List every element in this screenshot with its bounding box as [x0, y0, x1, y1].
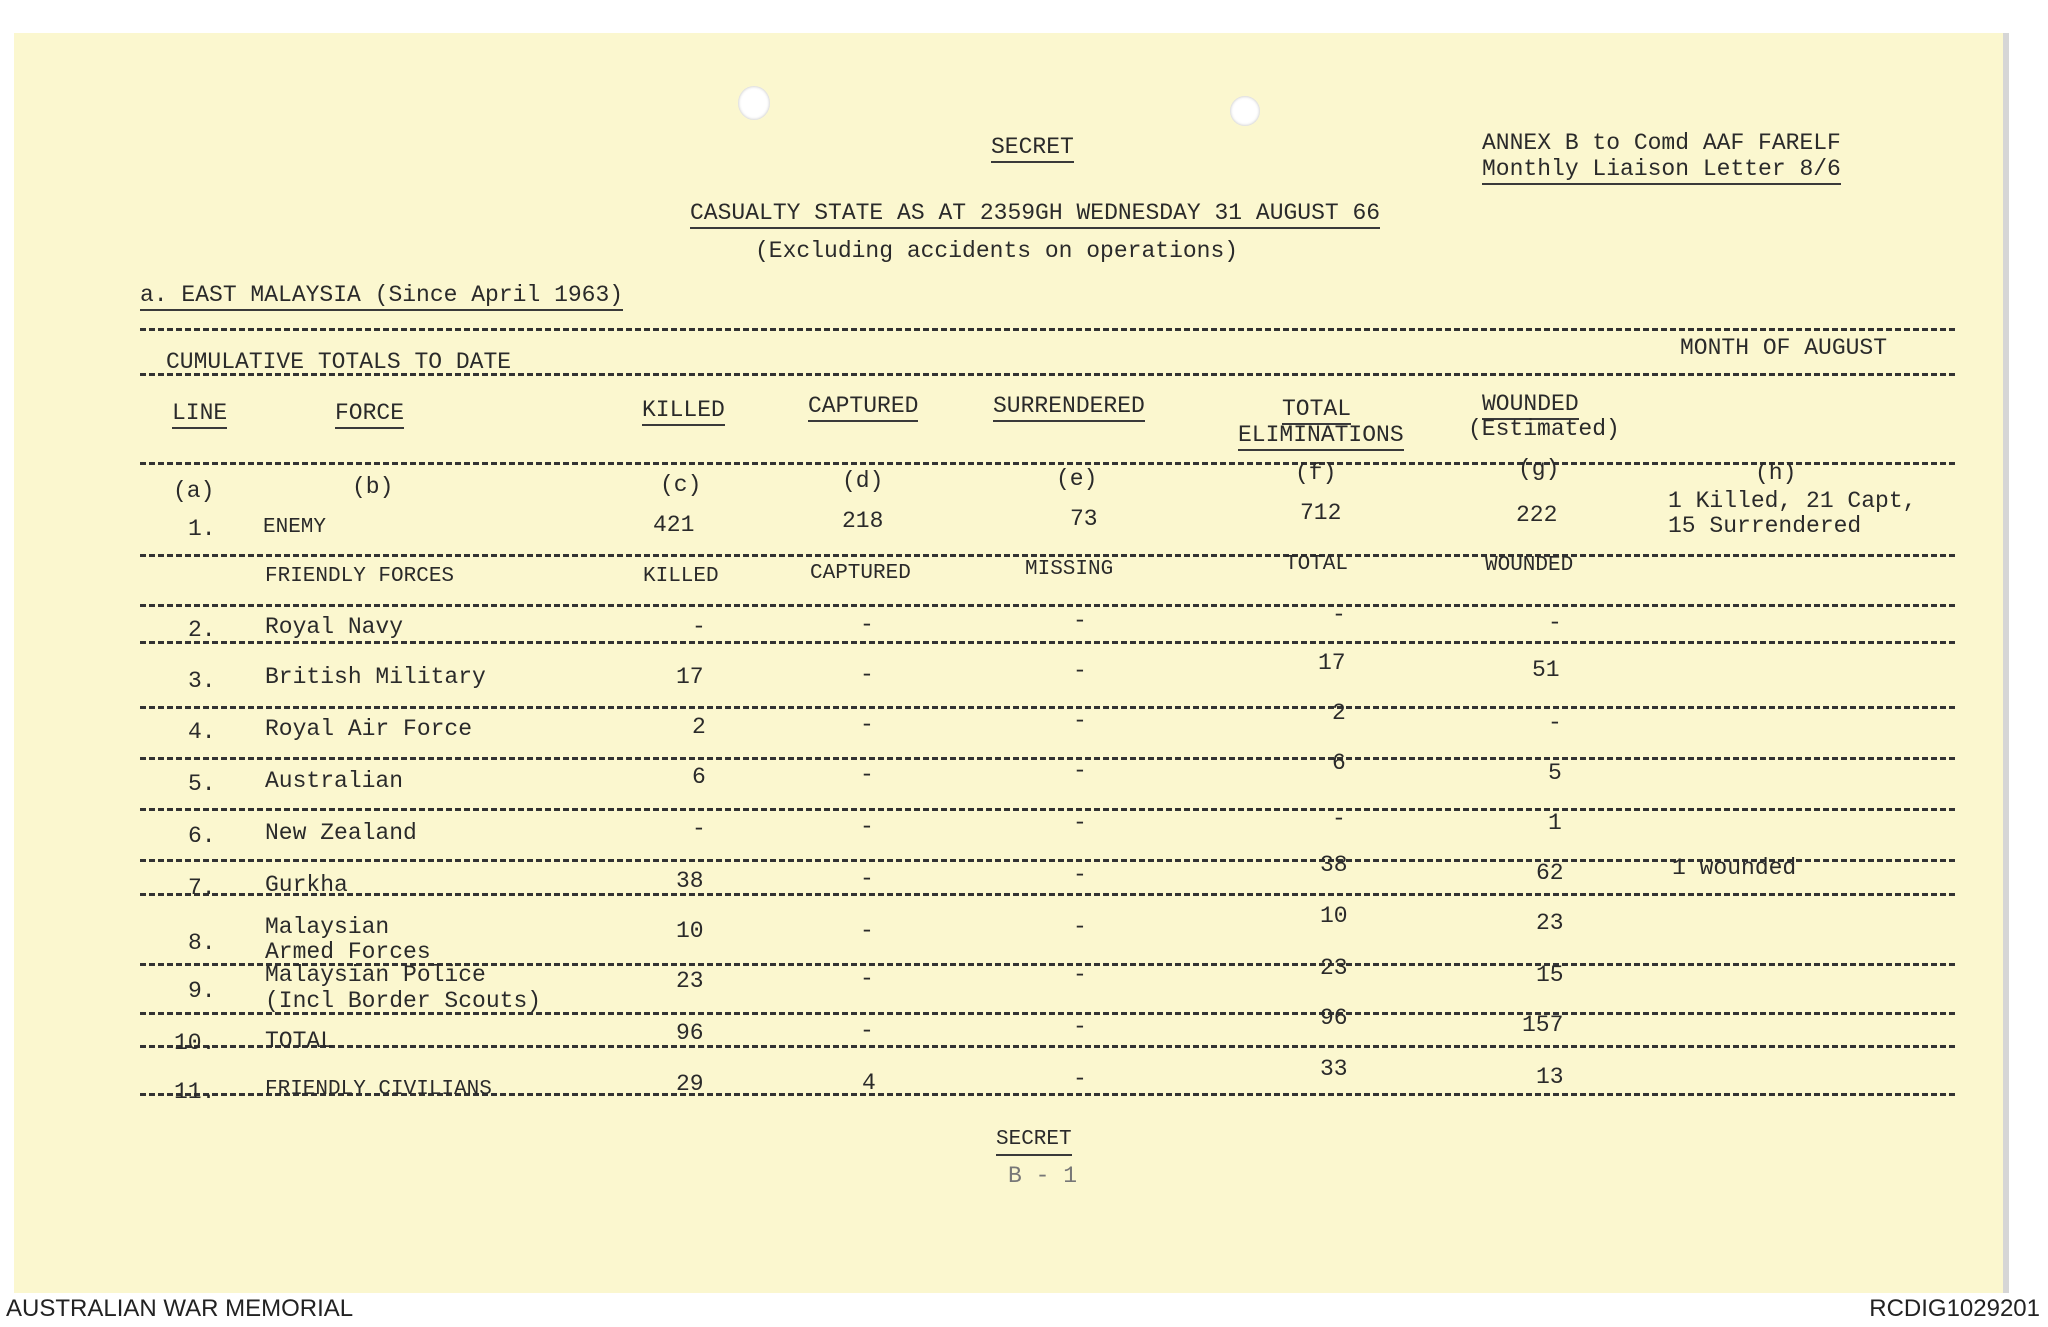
row-force: Royal Navy	[265, 614, 404, 640]
row-missing: -	[1073, 962, 1087, 988]
row-captured: -	[860, 866, 874, 892]
annex-line-2: Monthly Liaison Letter 8/6	[1482, 156, 1841, 185]
row-force: TOTAL	[265, 1028, 335, 1054]
friendly-header-total: TOTAL	[1285, 553, 1349, 576]
header-wounded-2: (Estimated)	[1468, 416, 1620, 442]
col-letter-e: (e)	[1056, 466, 1098, 492]
friendly-header-force: FRIENDLY FORCES	[265, 565, 455, 588]
row-killed: -	[692, 816, 706, 842]
header-killed: KILLED	[642, 397, 725, 426]
header-line: LINE	[172, 400, 227, 429]
rule	[140, 641, 1955, 644]
row-missing: -	[1073, 708, 1087, 734]
row-captured: -	[860, 612, 874, 638]
enemy-killed: 421	[653, 512, 695, 538]
row-captured: -	[860, 712, 874, 738]
row-captured: -	[860, 918, 874, 944]
header-force: FORCE	[335, 400, 404, 429]
enemy-force: ENEMY	[263, 516, 327, 539]
row-total: -	[1332, 602, 1346, 628]
row-force: Australian	[265, 768, 404, 794]
row-wounded: -	[1548, 710, 1562, 736]
row-force-2: Armed Forces	[265, 939, 431, 965]
row-force: FRIENDLY CIVILIANS	[265, 1078, 492, 1101]
row-missing: -	[1073, 810, 1087, 836]
enemy-surrendered: 73	[1070, 506, 1098, 532]
document-title: CASUALTY STATE AS AT 2359GH WEDNESDAY 31 AUGUST 66	[690, 200, 1380, 229]
classification-top: SECRET	[991, 134, 1074, 163]
row-missing: -	[1073, 608, 1087, 634]
row-wounded: 13	[1536, 1064, 1564, 1090]
row-captured: -	[860, 966, 874, 992]
row-killed: 29	[676, 1071, 704, 1097]
row-force-2: (Incl Border Scouts)	[265, 988, 542, 1014]
row-total: 10	[1320, 903, 1348, 929]
enemy-wounded: 222	[1516, 502, 1558, 528]
row-wounded: 62	[1536, 860, 1564, 886]
classification-bottom: SECRET	[996, 1127, 1072, 1156]
friendly-header-captured: CAPTURED	[810, 562, 911, 585]
row-line: 5.	[188, 771, 216, 797]
row-killed: 38	[676, 868, 704, 894]
row-line: 2.	[188, 617, 216, 643]
col-letter-c: (c)	[660, 472, 702, 498]
col-letter-g: (g)	[1518, 456, 1560, 482]
row-total: 23	[1320, 955, 1348, 981]
rule	[140, 1045, 1955, 1048]
row-line: 7.	[188, 875, 216, 901]
header-total-1: TOTAL	[1282, 396, 1351, 425]
archive-id: RCDIG1029201	[1869, 1295, 2040, 1322]
row-killed: -	[692, 614, 706, 640]
header-total-2: ELIMINATIONS	[1238, 422, 1404, 451]
row-missing: -	[1073, 658, 1087, 684]
row-missing: -	[1073, 914, 1087, 940]
col-letter-a: (a)	[173, 478, 215, 504]
row-line: 9.	[188, 978, 216, 1004]
rule	[140, 757, 1955, 760]
row-line: 11.	[174, 1079, 216, 1105]
enemy-line: 1.	[188, 516, 216, 542]
header-captured: CAPTURED	[808, 393, 918, 422]
cumulative-label: CUMULATIVE TOTALS TO DATE	[166, 349, 512, 375]
row-wounded: 15	[1536, 962, 1564, 988]
row-captured: 4	[862, 1070, 876, 1096]
row-total: 6	[1332, 750, 1346, 776]
row-captured: -	[860, 814, 874, 840]
punch-hole-right	[1230, 96, 1260, 126]
col-letter-b: (b)	[352, 474, 394, 500]
row-force: Malaysian	[265, 914, 390, 940]
enemy-month-2: 15 Surrendered	[1668, 513, 1862, 539]
rule	[140, 604, 1955, 607]
row-missing: -	[1073, 862, 1087, 888]
row-wounded: -	[1548, 610, 1562, 636]
row-killed: 17	[676, 664, 704, 690]
friendly-header-wounded: WOUNDED	[1485, 554, 1574, 577]
row-missing: -	[1073, 1014, 1087, 1040]
row-force: Gurkha	[265, 872, 348, 898]
row-captured: -	[860, 662, 874, 688]
archive-credit: AUSTRALIAN WAR MEMORIAL	[6, 1295, 354, 1322]
row-line: 8.	[188, 930, 216, 956]
month-label: MONTH OF AUGUST	[1680, 335, 1888, 361]
row-total: 38	[1320, 852, 1348, 878]
row-total: 2	[1332, 700, 1346, 726]
friendly-header-killed: KILLED	[643, 565, 719, 588]
row-line: 3.	[188, 668, 216, 694]
row-force: Malaysian Police	[265, 962, 486, 988]
row-killed: 2	[692, 714, 706, 740]
rule	[140, 328, 1955, 331]
rule	[140, 462, 1955, 465]
col-letter-h: (h)	[1755, 460, 1797, 486]
page-number: B - 1	[1008, 1163, 1078, 1189]
row-killed: 6	[692, 764, 706, 790]
row-wounded: 5	[1548, 760, 1562, 786]
row-killed: 96	[676, 1020, 704, 1046]
row-captured: -	[860, 762, 874, 788]
row-wounded: 1	[1548, 810, 1562, 836]
row-force: New Zealand	[265, 820, 417, 846]
header-wounded-1: WOUNDED	[1482, 391, 1579, 420]
enemy-captured: 218	[842, 508, 884, 534]
row-wounded: 51	[1532, 657, 1560, 683]
enemy-month-1: 1 Killed, 21 Capt,	[1668, 488, 1917, 514]
rule	[140, 893, 1955, 896]
enemy-total: 712	[1300, 500, 1342, 526]
annex-line-1: ANNEX B to Comd AAF FARELF	[1482, 130, 1841, 156]
row-captured: -	[860, 1018, 874, 1044]
friendly-header-missing: MISSING	[1025, 558, 1114, 581]
col-letter-d: (d)	[842, 468, 884, 494]
row-wounded: 157	[1522, 1012, 1564, 1038]
row-missing: -	[1073, 758, 1087, 784]
row-force: Royal Air Force	[265, 716, 473, 742]
col-letter-f: (f)	[1295, 460, 1337, 486]
header-surrendered: SURRENDERED	[993, 393, 1145, 422]
row-total: 33	[1320, 1056, 1348, 1082]
row-month: 1 wounded	[1672, 855, 1797, 881]
punch-hole-left	[738, 86, 770, 120]
row-line: 4.	[188, 719, 216, 745]
rule	[140, 808, 1955, 811]
row-wounded: 23	[1536, 910, 1564, 936]
row-total: 96	[1320, 1005, 1348, 1031]
document-subtitle: (Excluding accidents on operations)	[755, 238, 1239, 264]
row-killed: 23	[676, 968, 704, 994]
row-killed: 10	[676, 918, 704, 944]
row-missing: -	[1073, 1066, 1087, 1092]
row-force: British Military	[265, 664, 486, 690]
rule	[140, 706, 1955, 709]
row-total: 17	[1318, 650, 1346, 676]
row-line: 6.	[188, 823, 216, 849]
row-line: 10.	[174, 1030, 216, 1056]
row-total: -	[1332, 806, 1346, 832]
section-heading: a. EAST MALAYSIA (Since April 1963)	[140, 282, 623, 311]
